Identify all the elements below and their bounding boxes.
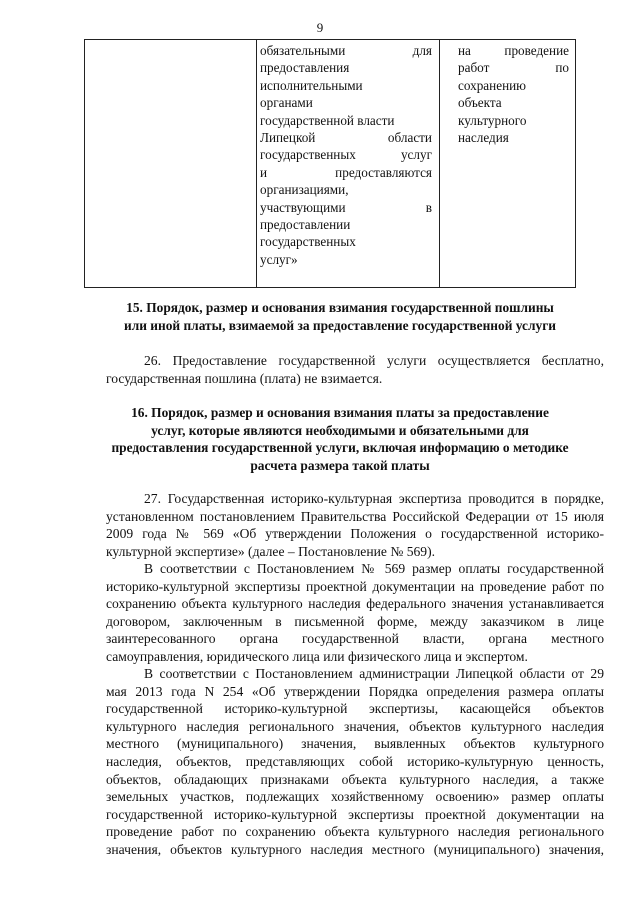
continuation-table bbox=[84, 39, 576, 288]
table-line: Липецкой области bbox=[260, 130, 432, 146]
table-line: органами bbox=[260, 95, 313, 111]
table-line: на проведение bbox=[458, 43, 569, 58]
heading-line: расчета размера такой платы bbox=[250, 457, 430, 473]
table-line: обязательными для bbox=[260, 43, 432, 58]
paragraph-line: В соответствии с Постановлением администрации Липецкой области от 29 bbox=[144, 666, 604, 681]
paragraph-line: мая 2013 года N 254 «Об утверждении Порядка определения размера оплаты bbox=[106, 683, 604, 699]
table-column-divider-1 bbox=[256, 40, 257, 287]
table-line: объекта bbox=[458, 95, 502, 111]
section-15-heading bbox=[60, 299, 620, 334]
table-line: предоставлении bbox=[260, 217, 351, 233]
paragraph-line: государственной историко-культурной экспертизы, касающейся объектов bbox=[106, 701, 604, 717]
paragraph-line: государственной историко-культурной экспертизы проектной документации на bbox=[106, 806, 604, 822]
table-line: и предоставляются bbox=[260, 164, 432, 180]
paragraph-line: самоуправления, юридического лица или физического лица и экспертом. bbox=[106, 648, 528, 664]
table-line: участвующими в bbox=[260, 199, 432, 215]
table-line: организациями, bbox=[260, 182, 349, 198]
paragraph-line: 27. Государственная историко-культурная экспертиза проводится в порядке, bbox=[144, 491, 604, 506]
table-line: государственной власти bbox=[260, 112, 395, 128]
paragraph-line: объектов, обладающих признаками объекта культурного наследия, а также bbox=[106, 771, 604, 787]
table-line: сохранению bbox=[458, 77, 527, 93]
paragraph-line: сохранению объекта культурного наследия федерального значения устанавливается bbox=[106, 596, 604, 612]
paragraph-29 bbox=[106, 665, 604, 859]
paragraph-26 bbox=[106, 352, 604, 387]
paragraph-line: культурной экспертизе» (далее – Постановление № 569). bbox=[106, 543, 436, 559]
section-16-heading bbox=[60, 404, 620, 474]
heading-line: или иной платы, взимаемой за предоставление государственной услуги bbox=[123, 317, 556, 333]
paragraph-line: договором, заключенным в письменной форме, между заказчиком в лице bbox=[106, 613, 604, 629]
table-line: услуг» bbox=[260, 251, 298, 267]
paragraph-28 bbox=[106, 560, 604, 666]
table-line: культурного bbox=[458, 112, 527, 128]
table-line: государственных bbox=[260, 234, 356, 250]
table-line: государственных услуг bbox=[260, 147, 432, 163]
heading-line: 16. Порядок, размер и основания взимания платы за предоставление bbox=[131, 405, 549, 420]
table-cell-purpose bbox=[458, 42, 569, 146]
heading-line: предоставления государственной услуги, включая информацию о методике bbox=[111, 440, 569, 456]
paragraph-line: местного (муниципального) значения, выявленных объектов культурного bbox=[106, 736, 604, 752]
page-number: 9 bbox=[316, 20, 324, 35]
paragraph-line: наследия, объектов, представляющих собой историко-культурную ценность, bbox=[106, 753, 604, 769]
paragraph-line: значения, объектов культурного наследия местного (муниципального) значения, bbox=[106, 841, 604, 857]
paragraph-line: В соответствии с Постановлением № 569 размер оплаты государственной bbox=[144, 561, 604, 576]
paragraph-line: проведение работ по сохранению объекта культурного наследия регионального bbox=[106, 824, 604, 840]
paragraph-line: 26. Предоставление государственной услуги осуществляется бесплатно, bbox=[144, 353, 604, 368]
table-cell-conditions bbox=[260, 42, 432, 268]
heading-line: 15. Порядок, размер и основания взимания государственной пошлины bbox=[126, 300, 554, 315]
paragraph-line: культурного наследия регионального значения, объектов культурного наследия bbox=[106, 718, 604, 734]
table-line: работ по bbox=[458, 60, 569, 76]
paragraph-line: государственная пошлина (плата) не взимается. bbox=[106, 370, 383, 386]
table-line: исполнительными bbox=[260, 77, 363, 93]
table-line: наследия bbox=[458, 130, 509, 146]
paragraph-line: установленном постановлением Правительства Российской Федерации от 15 июля bbox=[106, 508, 604, 524]
paragraph-line: заинтересованного органа государственной власти, органа местного bbox=[106, 631, 604, 647]
paragraph-27 bbox=[106, 490, 604, 560]
table-line: предоставления bbox=[260, 60, 350, 76]
paragraph-line: историко-культурной экспертизы проектной документации на проведение работ по bbox=[106, 578, 604, 594]
heading-line: услуг, которые являются необходимыми и обязательными для bbox=[151, 422, 529, 438]
paragraph-line: 2009 года № 569 «Об утверждении Положения о государственной историко- bbox=[106, 526, 604, 542]
paragraph-line: земельных участков, подлежащих хозяйственному освоению» размер оплаты bbox=[106, 789, 604, 805]
table-column-divider-2 bbox=[439, 40, 440, 287]
